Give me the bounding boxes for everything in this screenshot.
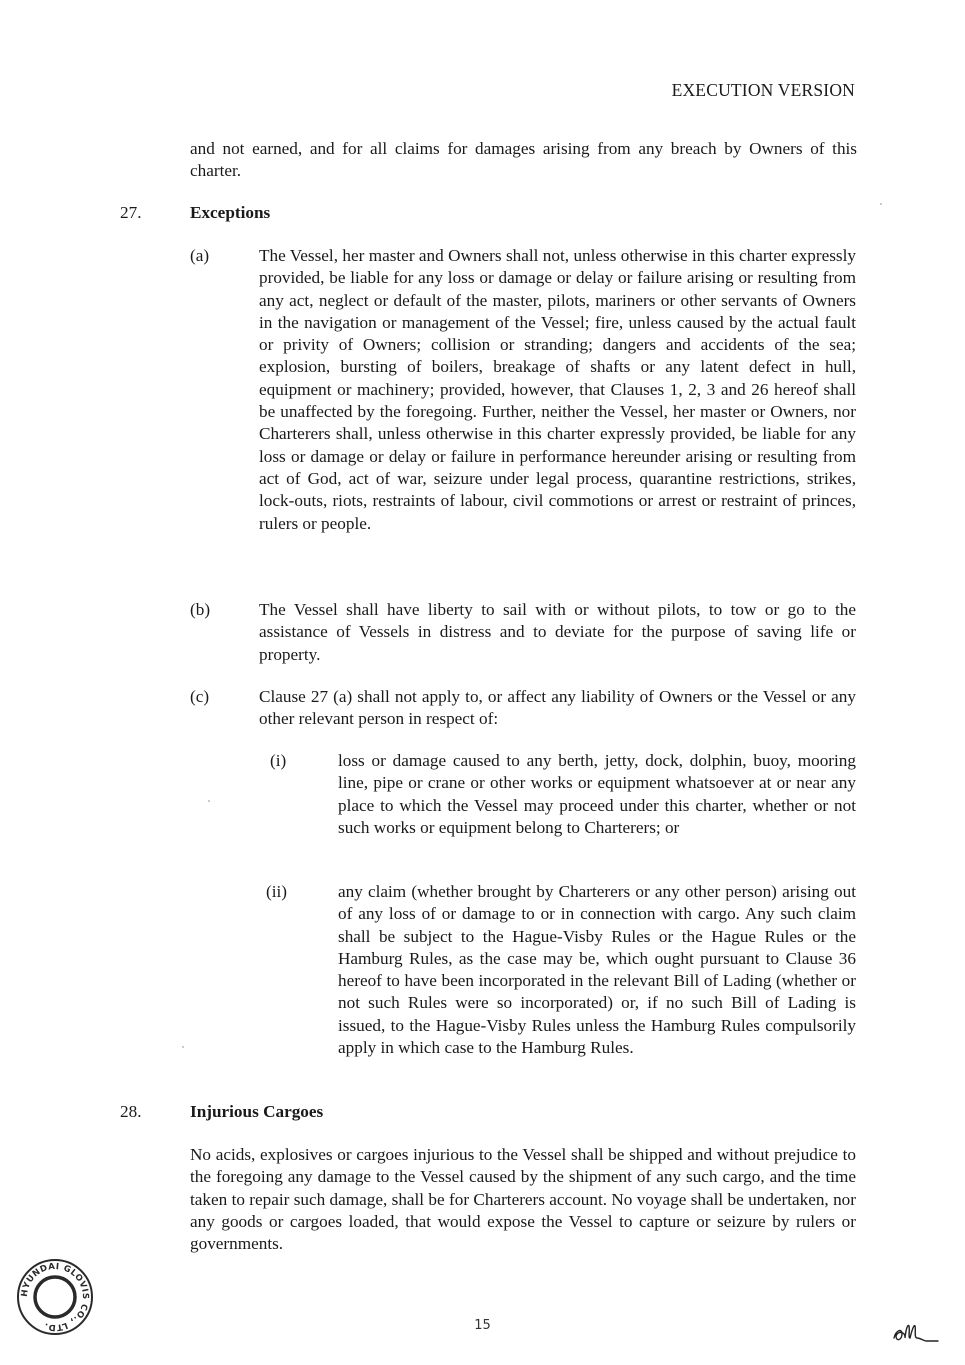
clause-27c-i-body [338, 750, 856, 839]
clause-28-heading: Injurious Cargoes [190, 1102, 324, 1121]
clause-27c-i-text: loss or damage caused to any berth, jetty, dock, dolphin, buoy, mooring line, pipe or crane or other works or equipment whatsoever at or near any place to which the Vessel may proceed under this charter, whether or not such works or equipment belong to Charterers; or [338, 751, 856, 837]
scan-speck [880, 203, 882, 205]
svg-text:HYUNDAI GLOVIS CO., LTD. [20, 1262, 90, 1332]
clause-28-body [190, 1144, 856, 1255]
clause-27c-text: Clause 27 (a) shall not apply to, or affect any liability of Owners or the Vessel or any other relevant person in respect of: [259, 687, 856, 729]
clause-27c-i-label: (i) [270, 751, 287, 770]
clause-27a-body [259, 245, 856, 535]
handwritten-initials [890, 1318, 940, 1348]
company-seal-stamp [16, 1258, 94, 1336]
clause-27b-body [259, 599, 856, 666]
seal-text: HYUNDAI GLOVIS CO., LTD. [19, 1261, 91, 1333]
scan-speck [208, 800, 210, 802]
clause-27c-ii-body [338, 881, 856, 1059]
clause-27b-text: The Vessel shall have liberty to sail with or without pilots, to tow or go to the assistance of Vessels in distress and to deviate for the purpose of saving life or property. [259, 600, 856, 664]
clause-27a-text: The Vessel, her master and Owners shall not, unless otherwise in this charter expressly provided, be liable for any loss or damage or delay or failure arising or resulting from any act, neglect or default of the master, pilots, mariners or other servants of Owners in the navigation or management of the Vessel; fire, unless caused by the actual fault or privity of Owners; collision or stranding; dangers and accidents of the sea; explosion, bursting of boilers, breakage of shafts or any latent defect in hull, equipment or machinery; provided, however, that Clauses 1, 2, 3 and 26 hereof shall be unaffected by the foregoing. Further, neither the Vessel, her master or Owners, nor Charterers shall, unless otherwise in this charter expressly provided, be liable for any loss or damage or delay or failure in performance hereunder arising or resulting from act of God, act of war, seizure under legal process, quarantine restrictions, strikes, lock-outs, riots, restraints of labour, civil commotions or arrest or restraint of princes, rulers or people. [259, 246, 856, 533]
continuation-text: and not earned, and for all claims for damages arising from any breach by Owners of this charter. [190, 139, 857, 181]
clause-28-number: 28. [120, 1102, 142, 1121]
page-number: 15 [474, 1318, 491, 1333]
clause-28-text: No acids, explosives or cargoes injurious to the Vessel shall be shipped and without prejudice to the foregoing any damage to the Vessel caused by the shipment of any such cargo, and the time taken to repair such damage, shall be for Charterers account. No voyage shall be undertaken, nor any goods or cargoes loaded, that would expose the Vessel to capture or seizure by rulers or governments. [190, 1145, 856, 1254]
clause-27c-ii-label: (ii) [266, 882, 287, 901]
clause-27c-label: (c) [190, 687, 210, 706]
clause-27b-label: (b) [190, 600, 211, 619]
continuation-paragraph [190, 138, 857, 183]
clause-27c-ii-text: any claim (whether brought by Charterers or any other person) arising out of any loss of or damage to or in connection with cargo. Any such claim shall be subject to the Hague-Visby Rules or the Hague Rules or the Hamburg Rules, as the case may be, which ought pursuant to Clause 36 hereof to have been incorporated in the relevant Bill of Lading (whether or not such Rules were so incorporated) or, if no such Bill of Lading is issued, to the Hague-Visby Rules unless the Hamburg Rules compulsorily apply in which case to the Hamburg Rules. [338, 882, 856, 1058]
clause-27c-body [259, 686, 856, 731]
execution-version-header: EXECUTION VERSION [671, 80, 855, 100]
scan-speck [182, 1046, 184, 1048]
clause-27-heading: Exceptions [190, 203, 271, 222]
clause-27-number: 27. [120, 203, 142, 222]
clause-27a-label: (a) [190, 246, 210, 265]
